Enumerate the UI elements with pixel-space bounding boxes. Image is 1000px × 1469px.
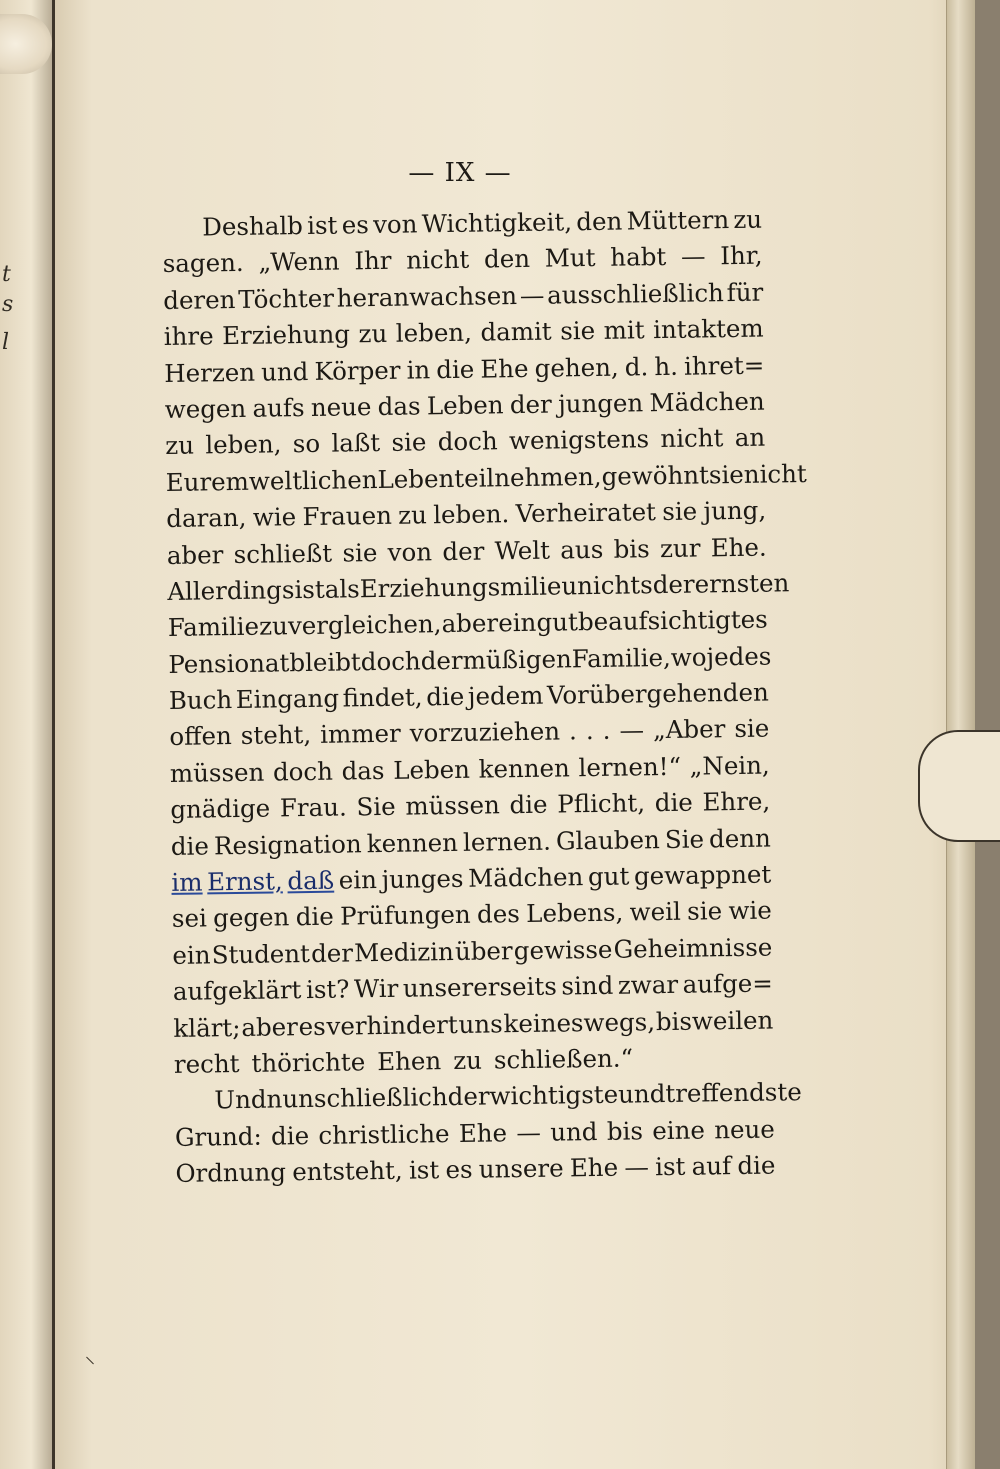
word: schließt [233, 538, 333, 569]
word: zur [659, 533, 701, 563]
word: sie [662, 496, 698, 527]
word: teilnehmen, [454, 461, 602, 493]
word: Sie [664, 824, 705, 854]
word: sind [561, 970, 614, 1001]
word: den [483, 244, 531, 274]
word: und [617, 1079, 666, 1110]
word: daran, [166, 502, 247, 534]
word: zu [358, 319, 388, 349]
word: so [292, 429, 321, 459]
word: Ehe. [710, 532, 767, 562]
word: bleibt [289, 646, 361, 677]
word: schließen.“ [493, 1043, 634, 1075]
word: Prüfungen [339, 900, 471, 932]
word: uns [458, 1008, 503, 1039]
word: heranwachsen [336, 280, 518, 313]
word: die [295, 902, 334, 932]
word: immer [319, 719, 401, 750]
word: Medizin [353, 936, 454, 968]
word: Eurem [165, 466, 250, 497]
word: Ordnung [175, 1157, 287, 1189]
left-margin-fragment: l [2, 330, 10, 355]
word: sie [708, 459, 745, 490]
word: h. [654, 351, 679, 381]
word: Welt [494, 535, 551, 565]
word: ein [338, 865, 378, 895]
word: doch [272, 756, 334, 787]
word: aber [241, 1011, 299, 1042]
word: deren [163, 284, 236, 315]
word: daß [287, 865, 335, 896]
word: gewöhnt [601, 460, 710, 491]
word: lernen!“ [578, 751, 682, 783]
word: Familie [167, 611, 260, 643]
word: Frau. [279, 792, 347, 823]
word: Pensionat [168, 647, 290, 679]
word: die [436, 354, 475, 384]
word: Ernst, [206, 866, 283, 897]
word: jungen [557, 388, 644, 419]
word: offen [169, 721, 232, 752]
word: zu [258, 611, 289, 641]
word: laßt [331, 428, 381, 458]
word: — [680, 241, 706, 272]
page-curl [0, 14, 52, 74]
word: sei [171, 903, 208, 934]
word: der [652, 569, 695, 600]
word: leben, [395, 317, 473, 348]
word: Resignation [213, 828, 362, 860]
word: neue [714, 1114, 775, 1145]
word: Ehre, [702, 786, 771, 817]
word: Leben [393, 754, 471, 785]
word: Leben [377, 463, 455, 494]
word: von [387, 536, 433, 567]
page-number: — IX — [408, 158, 512, 188]
body-text [162, 202, 807, 1193]
word: unsererseits [402, 971, 557, 1003]
word: und [260, 356, 309, 387]
word: nun [266, 1084, 315, 1115]
word: ihret= [683, 350, 765, 381]
word: Glauben [555, 824, 660, 856]
word: treffendste [665, 1077, 802, 1109]
word: der [442, 536, 485, 566]
word: sagen. [162, 248, 244, 279]
word: Mut [544, 243, 596, 274]
word: ein [498, 608, 537, 638]
word: Vorübergehenden [546, 677, 769, 710]
word: und [550, 1116, 598, 1147]
word: bis [606, 1116, 644, 1146]
word: ist [654, 1151, 686, 1182]
word: klärt; [173, 1012, 241, 1043]
word: zu [165, 430, 195, 461]
word: zwar [617, 970, 679, 1000]
word: von [372, 209, 418, 240]
word: nicht [406, 245, 470, 275]
word: doch [360, 646, 421, 676]
word: Grund: [174, 1121, 262, 1152]
word: ein [172, 940, 211, 970]
word: Sie [356, 792, 396, 822]
word: Töchter [238, 283, 335, 314]
word: Mädchen [467, 862, 584, 893]
word: ist? [305, 974, 350, 1005]
word: zu [397, 500, 428, 530]
word: als [324, 574, 360, 604]
word: der [509, 389, 552, 420]
word: „Wenn [258, 246, 340, 278]
word: aufs [252, 392, 305, 423]
word: wegen [164, 393, 247, 424]
word: vorzuziehen [409, 716, 561, 749]
word: . [585, 716, 594, 746]
word: lernen. [462, 826, 552, 857]
word: es [298, 1011, 326, 1041]
word: die [270, 1120, 310, 1151]
word: müßigen [462, 644, 572, 675]
word: den [576, 206, 623, 237]
word: christliche [318, 1118, 450, 1150]
word: thörichte [251, 1047, 366, 1078]
word: kennen [478, 753, 571, 784]
word: verhindert [326, 1009, 458, 1041]
word: im [171, 867, 203, 897]
left-margin-fragment: t [2, 262, 11, 287]
word: junges [381, 863, 464, 895]
word: Wir [353, 973, 399, 1004]
word: mit [603, 315, 645, 346]
word: gewisse [513, 934, 613, 965]
word: das [341, 755, 385, 786]
word: ausschließlich [546, 277, 725, 310]
word: aber [166, 539, 224, 570]
word: Ehe [480, 353, 529, 384]
word: auf [691, 1151, 732, 1181]
word: Student [211, 938, 311, 970]
word: die [509, 789, 548, 820]
word: wichtigste [489, 1080, 619, 1111]
word: gut [587, 861, 630, 892]
word: gewappnet [633, 859, 772, 891]
word: gut [536, 607, 579, 638]
word: der [447, 1081, 490, 1112]
word: sie [560, 316, 596, 346]
word: Eingang [235, 683, 340, 715]
word: denn [708, 823, 771, 854]
word: Erziehungsmilieu [359, 571, 578, 604]
word: die [170, 831, 210, 861]
word: Ihr, [720, 241, 763, 271]
word: Frauen [302, 500, 393, 532]
word: aus [560, 534, 604, 564]
word: die [654, 787, 694, 818]
word: — [624, 1152, 650, 1182]
word: in [406, 354, 431, 385]
word: an [734, 422, 766, 453]
word: jedes [706, 641, 772, 672]
word: Mädchen [649, 386, 765, 418]
word: bis [613, 533, 650, 564]
left-margin-fragment: s [2, 292, 14, 317]
word: zu [452, 1045, 483, 1076]
word: wie [252, 502, 297, 532]
word: — [519, 280, 545, 310]
word: habt [610, 242, 667, 273]
word: gnädige [170, 793, 271, 825]
word: Ehe [458, 1118, 508, 1148]
word: Ehen [377, 1046, 442, 1077]
word: d. [624, 351, 649, 382]
word: müssen [169, 757, 265, 788]
word: Müttern [626, 205, 730, 236]
word: doch [437, 426, 498, 457]
word: „Nein, [689, 750, 770, 781]
word: das [377, 391, 421, 421]
word: nicht [743, 458, 807, 489]
word: weil [629, 897, 682, 927]
word: Pflicht, [557, 788, 646, 819]
word: kennen [366, 827, 459, 858]
word: aufgeklärt [172, 975, 302, 1007]
word: nichts [576, 570, 653, 601]
word: — [516, 1117, 542, 1147]
word: . [568, 716, 578, 746]
word: leben. [433, 499, 510, 530]
word: neue [310, 392, 372, 422]
word: unsere [478, 1153, 564, 1184]
word: sie [391, 427, 427, 458]
word: es [445, 1154, 473, 1185]
word: ist [306, 210, 338, 240]
word: wie [728, 895, 772, 926]
word: Verheiratet [515, 497, 657, 529]
word: Körper [314, 355, 401, 386]
word: bisweilen [655, 1005, 774, 1036]
word: wo [670, 642, 707, 672]
word: keineswegs, [503, 1006, 656, 1038]
left-page-edge [0, 0, 55, 1469]
word: Leben [426, 390, 504, 421]
word: Deshalb [202, 211, 304, 242]
word: es [341, 210, 369, 240]
word: jung, [703, 495, 767, 526]
word: findet, [342, 682, 423, 713]
word: sie [734, 714, 770, 744]
word: Wichtigkeit, [421, 207, 573, 239]
word: nicht [660, 423, 724, 454]
word: Und [214, 1085, 267, 1115]
word: Ihr [354, 246, 392, 276]
word: aber [441, 608, 499, 639]
word: des [476, 899, 521, 930]
word: wenigstens [508, 424, 650, 456]
word: ernsten [694, 568, 790, 599]
word: eine [652, 1115, 706, 1146]
word: Geheimnisse [613, 932, 773, 964]
word: entsteht, [292, 1155, 403, 1187]
word: ihre [163, 321, 214, 352]
word: gegen [212, 902, 290, 933]
word: vergleichen, [287, 609, 442, 641]
word: ist [408, 1155, 440, 1185]
word: „Aber [652, 714, 726, 745]
word: zu [733, 204, 763, 235]
word: über [454, 935, 513, 966]
word: für [726, 277, 764, 307]
word: ist [294, 574, 325, 605]
word: Buch [168, 685, 233, 716]
word: — [619, 715, 645, 746]
word: die [425, 681, 465, 712]
word: steht, [240, 720, 312, 751]
word: Erziehung [221, 319, 351, 351]
word: beaufsichtigtes [577, 604, 768, 637]
word: . [602, 716, 611, 746]
word: Lebens, [525, 898, 624, 929]
word: Allerdings [167, 575, 295, 606]
word: sie [686, 896, 723, 927]
word: jedem [467, 680, 544, 711]
word: sie [342, 537, 378, 568]
word: der [310, 938, 354, 968]
word: weltlichen [248, 464, 378, 496]
word: Familie, [571, 642, 671, 674]
word: Herzen [164, 357, 256, 388]
word: der [420, 645, 463, 676]
word: recht [173, 1048, 240, 1079]
word: Ehe [569, 1152, 619, 1183]
bookmark-tab [918, 730, 1000, 842]
word: leben, [205, 429, 282, 460]
word: damit [480, 316, 552, 347]
word: die [737, 1150, 776, 1181]
word: gehen, [534, 352, 619, 383]
word: aufge= [682, 968, 774, 1000]
word: intaktem [652, 313, 764, 345]
word: schließlich [313, 1082, 448, 1114]
word: müssen [405, 790, 500, 821]
